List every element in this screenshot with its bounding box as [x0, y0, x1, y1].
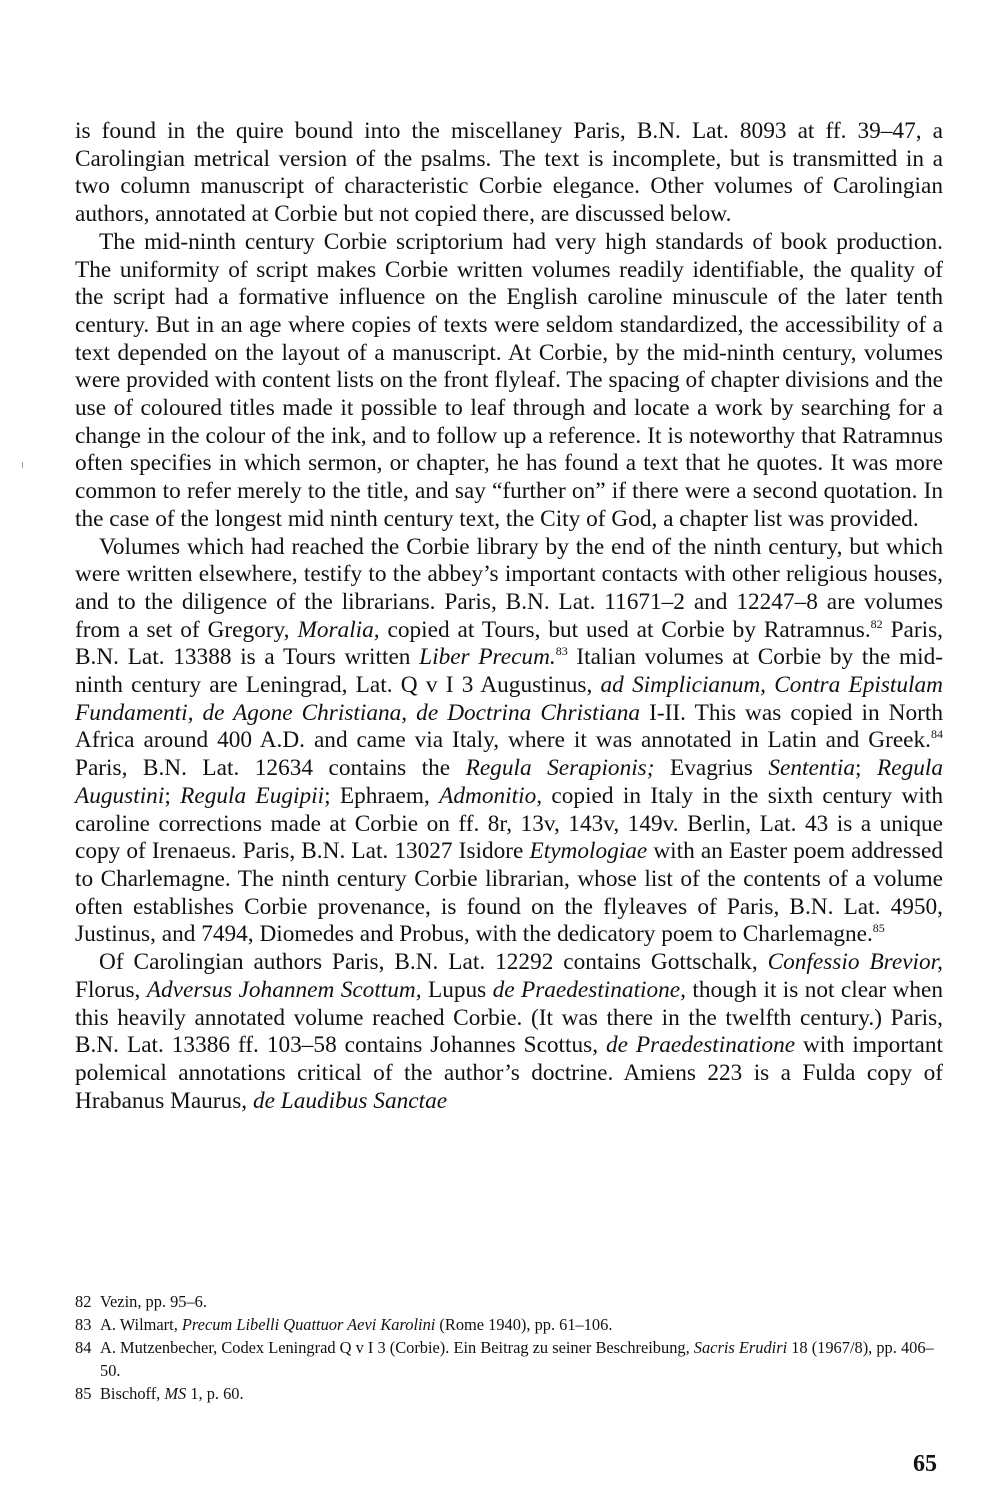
- text-run: copied in Italy in the sixth century with caroline corrections made at Corbie on ff. 8r, 13v, 143v, 149v. Berlin, Lat. 43 is a unique copy of Irenaeus. Paris, B.N. Lat. 13027 Isidore: [75, 782, 943, 865]
- footnote: [75, 1336, 943, 1382]
- text-run: though it is not clear when this heavily annotated volume reached Corbie. (It was there in the twelfth century.) Paris, B.N. Lat. 13386 ff. 103–58 contains Johannes Scottus,: [75, 976, 943, 1059]
- paragraph: [75, 949, 943, 1115]
- italic-text: Admonitio,: [439, 782, 543, 809]
- italic-text: Liber Precum.: [419, 644, 556, 671]
- text-run: Paris, B.N. Lat. 13388 is a Tours written: [75, 616, 943, 671]
- text-run: copied at Tours, but used at Corbie by Ratramnus.: [379, 616, 871, 643]
- text-run: Evagrius: [654, 755, 769, 782]
- footnote-ref: 83: [555, 644, 568, 659]
- text-run: Volumes which had reached the Corbie library by the end of the ninth century, but which were written elsewhere, testify to the abbey’s important contacts with other religious houses, and to the diligence of the librarians. Paris, B.N. Lat. 11671–2 and 12247–8 are volumes from a set of Gregory,: [75, 533, 943, 643]
- italic-text: ad Simplicianum, Contra Epistulam Fundamenti, de Agone Christiana, de Doctrina Christiana: [75, 672, 943, 726]
- footnote-text: [100, 1313, 943, 1336]
- italic-text: Sententia: [768, 755, 856, 782]
- margin-mark: [22, 462, 23, 468]
- text-run: Paris, B.N. Lat. 12634 contains the: [75, 755, 466, 782]
- italic-text: Confessio Brevior,: [767, 949, 943, 976]
- text-run: Florus,: [75, 976, 147, 1003]
- paragraph: [75, 118, 943, 229]
- footnote-number: 84: [75, 1338, 92, 1357]
- italic-text: Regula Eugipii: [180, 782, 325, 809]
- footnote-number: 82: [75, 1292, 92, 1311]
- footnote-number: 83: [75, 1315, 92, 1334]
- text-run: I-II. This was copied in North Africa around 400 A.D. and came via Italy, where it was annotated in Latin and Greek.: [75, 699, 943, 754]
- text-run: Bischoff,: [100, 1384, 165, 1403]
- text-run: A. Mutzenbecher, Codex Leningrad Q v I 3 (Corbie). Ein Beitrag zu seiner Beschreibung,: [100, 1338, 694, 1357]
- text-run: A. Wilmart,: [100, 1315, 182, 1334]
- footnote-ref: 85: [872, 921, 885, 936]
- italic-text: Sacris Erudiri: [693, 1338, 788, 1357]
- text-run: ;: [164, 782, 181, 809]
- footnote-text: [100, 1382, 943, 1405]
- text-run: Lupus: [421, 976, 493, 1003]
- text-run: 18 (1967/8), pp. 406–50.: [100, 1338, 934, 1380]
- italic-text: Regula Augustini: [75, 755, 943, 809]
- text-run: Vezin, pp. 95–6.: [100, 1292, 207, 1311]
- footnote-ref: 82: [870, 616, 883, 631]
- italic-text: Precum Libelli Quattuor Aevi Karolini: [181, 1315, 436, 1334]
- text-run: The mid-ninth century Corbie scriptorium had very high standards of book production. The uniformity of script makes Corbie written volumes readily identifiable, the quality of the script had a formative influence on the English caroline minuscule of the later tenth century. But in an age where copies of texts were seldom standardized, the accessibility of a text depended on the layout of a manuscript. At Corbie, by the mid-ninth century, volumes were provided with content lists on the front flyleaf. The spacing of chapter divisions and the use of coloured titles made it possible to leaf through and locate a work by searching for a change in the colour of the ink, and to follow up a reference. It is noteworthy that Ratramnus often specifies in which sermon, or chapter, he has found a text that he quotes. It was more common to refer merely to the title, and say “further on” if there were a second quotation. In the case of the longest mid ninth century text, the City of God, a chapter list was provided.: [75, 228, 943, 532]
- text-run: ;: [855, 755, 877, 782]
- text-run: Of Carolingian authors Paris, B.N. Lat. 12292 contains Gottschalk,: [99, 949, 768, 976]
- italic-text: Etymologiae: [529, 838, 648, 865]
- footnote-number: 85: [75, 1384, 92, 1403]
- footnote-text: [100, 1290, 943, 1313]
- italic-text: de Laudibus Sanctae: [252, 1087, 448, 1114]
- italic-text: Moralia,: [297, 616, 380, 643]
- text-run: ; Ephraem,: [324, 782, 440, 809]
- footnote-ref: 84: [931, 727, 943, 742]
- italic-text: MS: [164, 1384, 187, 1403]
- footnote: [75, 1313, 943, 1336]
- italic-text: de Praedestinatione: [606, 1032, 796, 1059]
- text-run: 1, p. 60.: [186, 1384, 244, 1403]
- text-run: (Rome 1940), pp. 61–106.: [435, 1315, 613, 1334]
- body-text: [75, 118, 943, 1115]
- italic-text: Adversus Johannem Scottum,: [146, 976, 422, 1003]
- footnote: [75, 1382, 943, 1405]
- page-number: 65: [913, 1451, 937, 1477]
- text-run: with an Easter poem addressed to Charlemagne. The ninth century Corbie librarian, whose list of the contents of a volume often establishes Corbie provenance, is found on the flyleaves of Paris, B.N. Lat. 4950, Justinus, and 7494, Diomedes and Probus, with the dedicatory poem to Charlemagne.: [75, 838, 943, 948]
- text-run: is found in the quire bound into the miscellaney Paris, B.N. Lat. 8093 at ff. 39–47, a Carolingian metrical version of the psalms. The text is incomplete, but is transmitted in a two column manuscript of characteristic Corbie elegance. Other volumes of Carolingian authors, annotated at Corbie but not copied there, are discussed below.: [75, 118, 943, 228]
- footnotes: [75, 1290, 943, 1405]
- footnote: [75, 1290, 943, 1313]
- text-run: with important polemical annotations critical of the author’s doctrine. Amiens 223 is a Fulda copy of Hrabanus Maurus,: [75, 1032, 944, 1114]
- italic-text: Regula Serapionis;: [465, 755, 655, 782]
- footnote-text: [100, 1336, 943, 1382]
- text-run: Italian volumes at Corbie by the mid-ninth century are Leningrad, Lat. Q v I 3 Augustinus,: [75, 644, 943, 699]
- italic-text: de Praedestinatione,: [492, 976, 686, 1003]
- paragraph: [75, 229, 943, 534]
- paragraph: [75, 534, 943, 950]
